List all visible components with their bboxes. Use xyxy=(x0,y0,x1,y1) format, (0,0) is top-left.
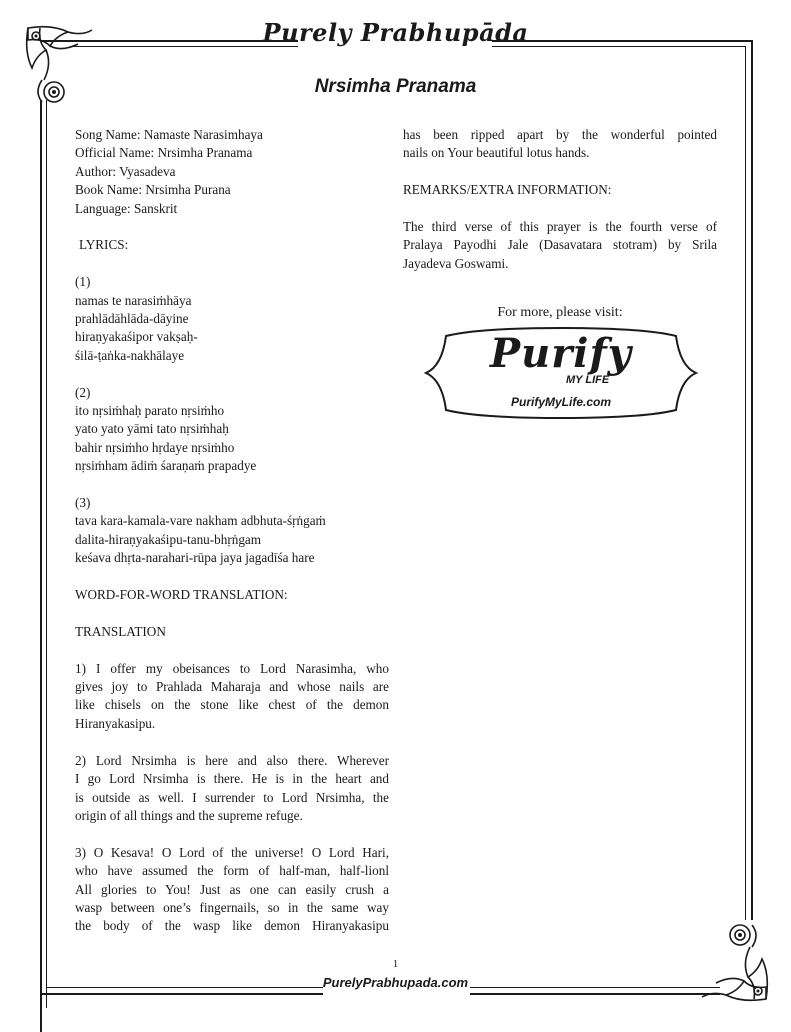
remarks-heading: REMARKS/EXTRA INFORMATION: xyxy=(403,182,612,198)
frame-bottom-left-line xyxy=(40,993,323,995)
verse-number: (2) xyxy=(75,384,91,400)
remarks-line: The third verse of this prayer is the fourth verse of xyxy=(403,219,717,234)
word-for-word-heading: WORD-FOR-WORD TRANSLATION: xyxy=(75,587,288,603)
verse-3 xyxy=(75,494,389,568)
header-title: Purely Prabhupāda xyxy=(262,18,529,47)
meta-value: Nrsimha Purana xyxy=(145,182,231,198)
translation-line: the body of the wasp like demon Hiranyakasipu xyxy=(75,918,389,934)
meta-value: Namaste Narasimhaya xyxy=(143,127,263,142)
frame-right-line-inner xyxy=(745,46,746,920)
verse-2 xyxy=(75,384,389,476)
translation-line: wasp between one’s fingernails, so in the same way xyxy=(75,899,389,915)
translation-line: has been ripped apart by the wonderful pointed xyxy=(403,127,717,142)
meta-row xyxy=(75,126,389,144)
translation-line: 1) I offer my obeisances to Lord Narasimha, who xyxy=(75,660,389,676)
meta-label: Language: xyxy=(75,200,131,216)
verse-number: (1) xyxy=(75,274,91,290)
verse-1 xyxy=(75,273,389,365)
translation-1 xyxy=(75,660,389,734)
meta-row xyxy=(75,181,389,199)
meta-row xyxy=(75,163,389,181)
translation-line: 3) O Kesava! O Lord of the universe! O Lord Hari, xyxy=(75,844,389,860)
logo-word: Purify xyxy=(490,330,632,377)
translation-line: gives joy to Prahlada Maharaja and whose nails are xyxy=(75,679,389,695)
translation-2 xyxy=(75,752,389,826)
translation-line: I go Lord Nrsimha is there. He is in the heart and xyxy=(75,771,389,787)
meta-label: Song Name: xyxy=(75,127,141,142)
meta-label: Official Name: xyxy=(75,145,155,161)
translation-3 xyxy=(75,844,389,936)
meta-row xyxy=(75,200,389,218)
verse-line: namas te narasiṁhāya xyxy=(75,292,192,308)
verse-line: ito nṛsiṁhaḥ parato nṛsiṁho xyxy=(75,403,225,419)
translation-line: Hiranyakasipu. xyxy=(75,715,156,731)
translation-line: origin of all things and the supreme refuge. xyxy=(75,807,303,823)
verse-line: hiraṇyakaśipor vakṣaḥ- xyxy=(75,329,198,345)
meta-value: Vyasadeva xyxy=(119,163,176,179)
translation-line: nails on Your beautiful lotus hands. xyxy=(403,145,590,161)
frame-bottom-right-line xyxy=(470,993,720,995)
lyrics-heading: LYRICS: xyxy=(79,237,129,253)
page-title: Nrsimha Pranama xyxy=(314,76,477,97)
meta-label: Author: xyxy=(75,163,117,179)
song-meta xyxy=(75,126,389,218)
translation-line: is outside as well. I surrender to Lord Nrsimha, the xyxy=(75,789,389,805)
purify-my-life-logo-link[interactable] xyxy=(418,324,704,422)
verse-number: (3) xyxy=(75,495,91,511)
promo-text: For more, please visit: xyxy=(497,305,623,320)
verse-line: dalita-hiraṇyakaśipu-tanu-bhṛṅgam xyxy=(75,531,262,547)
footer-url-link[interactable]: PurelyPrabhupada.com xyxy=(322,975,469,990)
frame-left-line xyxy=(40,100,42,1032)
meta-label: Book Name: xyxy=(75,182,143,198)
verse-line: bahir nṛsiṁho hṛdaye nṛsiṁho xyxy=(75,439,235,455)
translation-line: All glories to You! Just as one can easily crush a xyxy=(75,881,389,897)
verse-line: prahlādāhlāda-dāyine xyxy=(75,311,189,327)
verse-line: yato yato yāmi tato nṛsiṁhaḥ xyxy=(75,421,229,437)
meta-row xyxy=(75,144,389,162)
translation-line: who have assumed the form of half-man, half-lionl xyxy=(75,863,389,879)
frame-left-line-inner xyxy=(46,100,47,1008)
logo-url: PurifyMyLife.com xyxy=(510,395,612,409)
remarks-line: Jayadeva Goswami. xyxy=(403,255,509,271)
logo-subtitle: MY LIFE xyxy=(566,374,610,386)
verse-line: śilā-ṭaṅka-nakhālaye xyxy=(75,347,185,363)
remarks-text xyxy=(403,218,717,273)
meta-value: Nrsimha Pranama xyxy=(157,145,253,161)
left-column xyxy=(75,126,389,936)
translation-3-continued xyxy=(403,126,717,163)
verse-line: nṛsiṁham ādiṁ śaraṇaṁ prapadye xyxy=(75,458,257,474)
frame-right-line xyxy=(751,40,753,920)
verse-line: tava kara-kamala-vare nakham adbhuta-śṛṅgaṁ xyxy=(75,513,326,529)
translation-line: 2) Lord Nrsimha is here and also there. Wherever xyxy=(75,752,389,768)
right-column xyxy=(403,126,717,273)
remarks-line: Pralaya Payodhi Jale (Dasavatara stotram) by Srila xyxy=(403,237,717,253)
page-number: 1 xyxy=(392,958,399,970)
translation-line: like chisels on the stone like chest of the demon xyxy=(75,697,389,713)
verse-line: keśava dhṛta-narahari-rūpa jaya jagadīśa hare xyxy=(75,550,315,566)
translation-heading: TRANSLATION xyxy=(75,623,166,639)
meta-value: Sanskrit xyxy=(133,200,178,216)
